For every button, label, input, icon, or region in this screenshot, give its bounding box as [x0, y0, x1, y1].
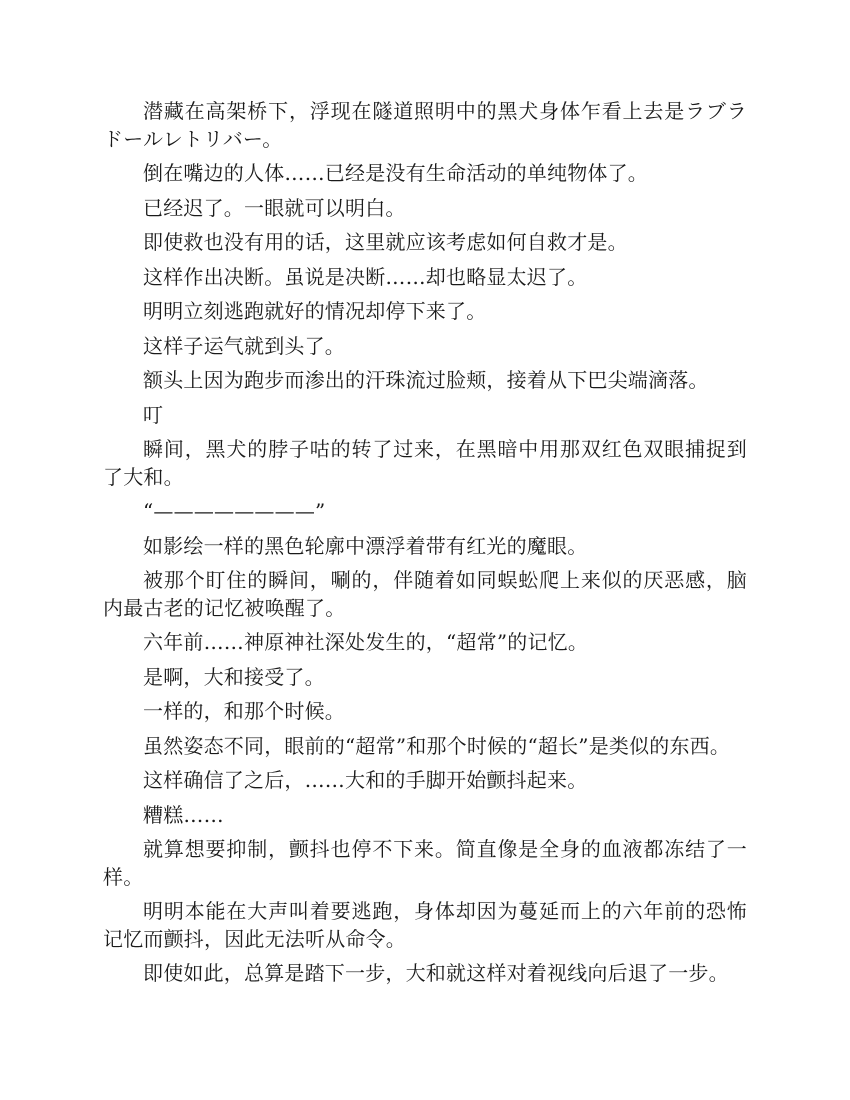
paragraph: 被那个盯住的瞬间，唰的，伴随着如同蜈蚣爬上来似的厌恶感，脑内最古老的记忆被唤醒了。 — [103, 568, 747, 620]
paragraph: 就算想要抑制，颤抖也停不下来。简直像是全身的血液都冻结了一样。 — [103, 837, 747, 889]
paragraph: 这样作出决断。虽说是决断……却也略显太迟了。 — [143, 264, 588, 289]
paragraph: 糟糕…… — [143, 802, 224, 827]
paragraph: 额头上因为跑步而渗出的汗珠流过脸颊，接着从下巴尖端滴落。 — [143, 368, 709, 392]
paragraph: 六年前……神原神社深处发生的，“超常”的记忆。 — [143, 630, 589, 654]
paragraph: 倒在嘴边的人体……已经是没有生命活动的单纯物体了。 — [143, 161, 648, 185]
paragraph: 即使如此，总算是踏下一步，大和就这样对着视线向后退了一步。 — [143, 961, 729, 985]
paragraph: 这样确信了之后，……大和的手脚开始颤抖起来。 — [143, 768, 588, 792]
paragraph: 明明立刻逃跑就好的情况却停下来了。 — [143, 299, 487, 323]
paragraph: 明明本能在大声叫着要逃跑，身体却因为蔓延而上的六年前的恐怖记忆而颤抖，因此无法听从命令。 — [103, 899, 747, 951]
paragraph: 虽然姿态不同，眼前的“超常”和那个时候的“超长”是类似的东西。 — [143, 733, 731, 758]
paragraph: 这样子运气就到头了。 — [143, 333, 345, 358]
paragraph: 已经迟了。一眼就可以明白。 — [143, 195, 406, 220]
document-page — [103, 98, 747, 995]
paragraph: 叮 — [143, 402, 164, 427]
paragraph: 一样的，和那个时候。 — [143, 699, 345, 723]
paragraph: 瞬间，黑犬的脖子咕的转了过来，在黑暗中用那双红色双眼捕捉到了大和。 — [103, 437, 747, 489]
paragraph: “————————” — [143, 499, 326, 523]
paragraph: 如影绘一样的黑色轮廓中漂浮着带有红光的魔眼。 — [143, 533, 588, 558]
paragraph: 即使救也没有用的话，这里就应该考虑如何自救才是。 — [143, 230, 628, 254]
paragraph: 潜藏在高架桥下，浮现在隧道照明中的黑犬身体乍看上去是ラブラドールレトリバー。 — [103, 99, 747, 151]
paragraph: 是啊，大和接受了。 — [143, 664, 325, 689]
